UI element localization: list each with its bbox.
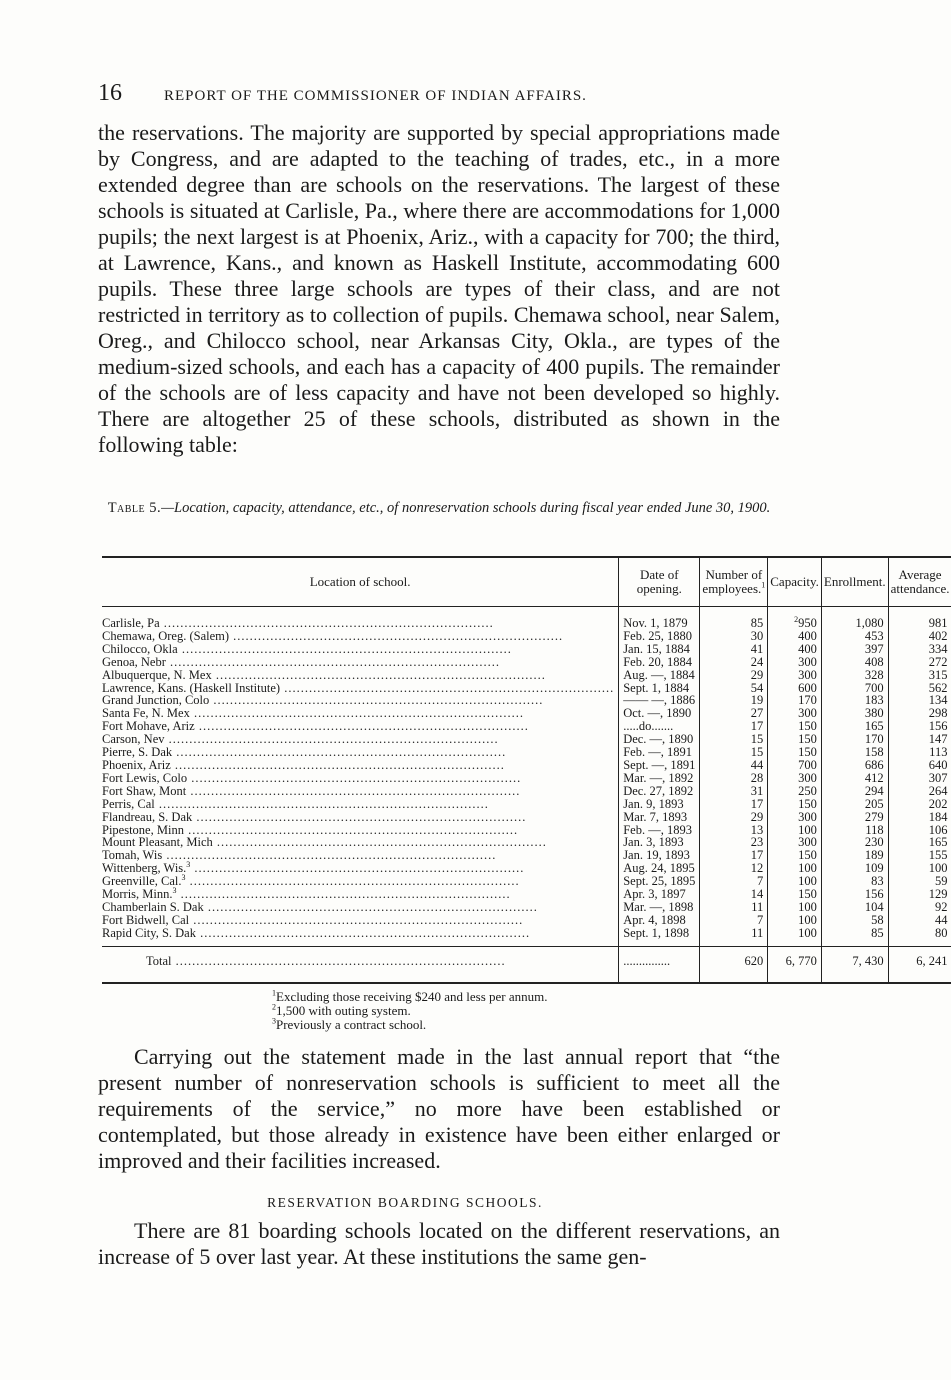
cell-date: Sept. —, 1891 <box>619 759 700 772</box>
capacity-value: 150 <box>798 745 817 760</box>
cell-employees: 85 <box>700 607 768 630</box>
location-name: Fort Shaw, Mont <box>102 783 187 798</box>
location-name: Rapid City, S. Dak <box>102 925 196 940</box>
location-text <box>102 771 521 785</box>
footnote-ref: 2 <box>794 614 799 624</box>
cell-attendance: 640 <box>888 759 951 772</box>
capacity-value: 950 <box>798 616 817 630</box>
capacity-value: 300 <box>798 706 817 721</box>
capacity-value: 250 <box>798 783 817 798</box>
table-body <box>102 607 951 947</box>
cell-attendance: 184 <box>888 811 951 824</box>
cell-enrollment: 686 <box>821 759 888 772</box>
footnote-ref: 1 <box>761 580 766 590</box>
cell-employees: 41 <box>700 643 768 656</box>
cell-enrollment: 294 <box>821 785 888 798</box>
footnote-ref: 3 <box>186 860 191 870</box>
cell-employees: 11 <box>700 927 768 946</box>
location-text <box>102 693 543 707</box>
location-text <box>102 655 500 669</box>
header-employees-label: Number of employees. <box>702 567 763 596</box>
header-location: Location of school. <box>102 557 619 607</box>
cell-employees: 15 <box>700 733 768 746</box>
location-name: Albuquerque, N. Mex <box>102 667 212 682</box>
location-name: Perris, Cal <box>102 796 155 811</box>
capacity-value: 300 <box>798 654 817 669</box>
location-name: Pierre, S. Dak <box>102 745 173 760</box>
table-caption-text: —Location, capacity, attendance, etc., of nonreservation schools during fiscal year ended June 30, 1900. <box>161 500 771 516</box>
cell-employees: 24 <box>700 656 768 669</box>
header-date: Date of opening. <box>619 557 700 607</box>
cell-attendance: 298 <box>888 707 951 720</box>
capacity-value: 600 <box>798 680 817 695</box>
total-label: Total ..... <box>146 954 506 968</box>
cell-date: .....do....... <box>619 720 700 733</box>
capacity-value: 100 <box>798 912 817 927</box>
location-name: Greenville, Cal. <box>102 874 182 889</box>
intro-paragraph: the reservations. The majority are supported by special appropriations made by Congress, and are adapted to the teaching of trades, etc., in a more extended degree than are schools on the reservations. The largest of these schools is situated at Carlisle, Pa., where there are accommodations for 1,000 pupils; the next largest is at Phoenix, Ariz., with a capacity for 700; the third, at Lawrence, Kans., and known as Haskell Institute, accommodating 600 pupils. These three large schools are types of their class, and are not restricted in territory as to collection of pupils. Chemawa school, near Salem, Oreg., and Chilocco school, near Arkansas City, Okla., are types of the medium-sized schools, and each has a capacity of 400 pupils. The remainder of the schools are of less capacity and have not been developed so highly. There are altogether 25 of these schools, distributed as shown in the following table: <box>98 120 780 457</box>
cell-date: Dec. —, 1890 <box>619 733 700 746</box>
total-capacity: 6, 770 <box>768 946 822 982</box>
total-label-cell <box>102 946 619 982</box>
location-name: Wittenberg, Wis. <box>102 861 187 876</box>
cell-attendance: 100 <box>888 862 951 875</box>
capacity-value: 300 <box>798 770 817 785</box>
total-enrollment: 7, 430 <box>821 946 888 982</box>
location-text <box>102 810 526 824</box>
cell-enrollment: 397 <box>821 643 888 656</box>
cell-enrollment: 1,080 <box>821 607 888 630</box>
footnote-1 <box>272 990 548 1004</box>
cell-attendance: 981 <box>888 607 951 630</box>
closing-paragraph: Carrying out the statement made in the last annual report that “the present number of nonreservation schools is sufficient to meet all the requirements of the service,” no more have been established or contemplated, but those already in existence have been either enlarged or improved and their facilities increased. <box>98 1044 780 1173</box>
location-name: Mount Pleasant, Mich <box>102 835 213 850</box>
location-text <box>102 732 499 746</box>
cell-enrollment: 183 <box>821 694 888 707</box>
capacity-value: 150 <box>798 848 817 863</box>
cell-employees: 29 <box>700 811 768 824</box>
cell-attendance: 165 <box>888 836 951 849</box>
cell-employees: 23 <box>700 836 768 849</box>
cell-enrollment: 412 <box>821 772 888 785</box>
location-text <box>102 784 520 798</box>
location-name: Lawrence, Kans. (Haskell Institute) <box>102 680 281 695</box>
cell-attendance: 80 <box>888 927 951 946</box>
cell-employees: 7 <box>700 875 768 888</box>
cell-enrollment: 109 <box>821 862 888 875</box>
page-header <box>98 80 708 107</box>
location-name: Morris, Minn. <box>102 887 173 902</box>
cell-attendance: 264 <box>888 785 951 798</box>
cell-attendance: 59 <box>888 875 951 888</box>
location-text <box>102 642 512 656</box>
cell-enrollment: 230 <box>821 836 888 849</box>
cell-employees: 28 <box>700 772 768 785</box>
location-name: Fort Bidwell, Cal <box>102 912 190 927</box>
cell-employees: 54 <box>700 682 768 695</box>
table-row <box>102 927 951 946</box>
table-caption <box>100 500 778 517</box>
cell-employees: 12 <box>700 862 768 875</box>
location-text <box>102 668 546 682</box>
location-text <box>102 887 511 901</box>
capacity-value: 100 <box>798 925 817 940</box>
cell-enrollment: 158 <box>821 746 888 759</box>
cell-enrollment: 189 <box>821 849 888 862</box>
table-header-row <box>102 557 951 607</box>
cell-attendance: 92 <box>888 901 951 914</box>
location-name: Chamberlain S. Dak <box>102 899 204 914</box>
table-total-row <box>102 946 951 982</box>
footnote-ref: 3 <box>181 872 186 882</box>
cell-date: Jan. 15, 1884 <box>619 643 700 656</box>
cell-employees: 44 <box>700 759 768 772</box>
cell-enrollment: 170 <box>821 733 888 746</box>
cell-attendance: 147 <box>888 733 951 746</box>
cell-attendance: 113 <box>888 746 951 759</box>
cell-date: Oct. —, 1890 <box>619 707 700 720</box>
capacity-value: 150 <box>798 732 817 747</box>
cell-enrollment: 453 <box>821 630 888 643</box>
header-capacity: Capacity. <box>768 557 822 607</box>
cell-enrollment: 328 <box>821 669 888 682</box>
cell-date: Nov. 1, 1879 <box>619 607 700 630</box>
cell-employees: 15 <box>700 746 768 759</box>
location-text <box>102 629 563 643</box>
cell-attendance: 202 <box>888 798 951 811</box>
cell-date: —— —, 1886 <box>619 694 700 707</box>
cell-employees: 7 <box>700 914 768 927</box>
cell-date: Mar. —, 1898 <box>619 901 700 914</box>
total-attendance: 6, 241 <box>888 946 951 982</box>
location-text <box>102 706 524 720</box>
capacity-value: 400 <box>798 628 817 643</box>
header-enrollment: Enrollment. <box>821 557 888 607</box>
location-name: Santa Fe, N. Mex <box>102 706 190 721</box>
footnote-text: Excluding those receiving $240 and less per annum. <box>276 989 548 1004</box>
cell-capacity <box>768 927 822 946</box>
location-name: Grand Junction, Colo <box>102 693 210 708</box>
location-name: Carlisle, Pa <box>102 616 160 630</box>
total-date: ............... <box>619 946 700 982</box>
capacity-value: 700 <box>798 757 817 772</box>
capacity-value: 400 <box>798 641 817 656</box>
cell-employees: 11 <box>700 901 768 914</box>
location-text <box>102 823 518 837</box>
location-text <box>102 926 530 940</box>
cell-attendance: 44 <box>888 914 951 927</box>
cell-date: Feb. —, 1891 <box>619 746 700 759</box>
location-name: Fort Mohave, Ariz <box>102 719 195 734</box>
cell-date: Mar. 7, 1893 <box>619 811 700 824</box>
cell-date: Sept. 1, 1884 <box>619 682 700 695</box>
cell-employees: 30 <box>700 630 768 643</box>
footnote-mark: 3 <box>272 1016 276 1026</box>
cell-attendance: 562 <box>888 682 951 695</box>
cell-date: Feb. —, 1893 <box>619 824 700 837</box>
capacity-value: 150 <box>798 796 817 811</box>
cell-date: Mar. —, 1892 <box>619 772 700 785</box>
cell-employees: 29 <box>700 669 768 682</box>
location-name: Chemawa, Oreg. (Salem) <box>102 628 230 643</box>
cell-attendance: 129 <box>888 888 951 901</box>
table-row <box>102 607 951 630</box>
cell-attendance: 402 <box>888 630 951 643</box>
schools-table <box>102 556 951 984</box>
cell-employees: 13 <box>700 824 768 837</box>
cell-date: Aug. 24, 1895 <box>619 862 700 875</box>
cell-attendance: 156 <box>888 720 951 733</box>
footnote-text: Previously a contract school. <box>276 1017 427 1032</box>
cell-employees: 19 <box>700 694 768 707</box>
cell-date: Sept. 25, 1895 <box>619 875 700 888</box>
capacity-value: 100 <box>798 874 817 889</box>
capacity-value: 100 <box>798 822 817 837</box>
page-number: 16 <box>98 80 122 106</box>
cell-enrollment: 408 <box>821 656 888 669</box>
cell-enrollment: 58 <box>821 914 888 927</box>
header-attendance: Average attendance. <box>888 557 951 607</box>
location-text <box>102 719 529 733</box>
location-name: Pipestone, Minn <box>102 822 184 837</box>
cell-employees: 17 <box>700 720 768 733</box>
cell-attendance: 155 <box>888 849 951 862</box>
location-name: Chilocco, Okla <box>102 641 178 656</box>
cell-enrollment: 700 <box>821 682 888 695</box>
cell-attendance: 315 <box>888 669 951 682</box>
cell-employees: 17 <box>700 798 768 811</box>
cell-enrollment: 83 <box>821 875 888 888</box>
location-text <box>102 758 505 772</box>
cell-date: Dec. 27, 1892 <box>619 785 700 798</box>
cell-attendance: 106 <box>888 824 951 837</box>
section-paragraph: There are 81 boarding schools located on the different reservations, an increase of 5 over last year. At these institutions the same gen- <box>98 1218 780 1269</box>
footnote-mark: 1 <box>272 988 276 998</box>
location-name: Phoenix, Ariz <box>102 757 171 772</box>
capacity-value: 170 <box>798 693 817 708</box>
cell-capacity <box>768 607 822 630</box>
cell-location <box>102 607 619 630</box>
capacity-value: 300 <box>798 809 817 824</box>
footnote-text: 1,500 with outing system. <box>276 1003 411 1018</box>
location-name: Flandreau, S. Dak <box>102 809 193 824</box>
cell-date: Feb. 25, 1880 <box>619 630 700 643</box>
cell-date: Apr. 4, 1898 <box>619 914 700 927</box>
cell-attendance: 134 <box>888 694 951 707</box>
cell-employees: 27 <box>700 707 768 720</box>
cell-enrollment: 380 <box>821 707 888 720</box>
capacity-value: 300 <box>798 835 817 850</box>
capacity-value: 100 <box>798 861 817 876</box>
cell-enrollment: 156 <box>821 888 888 901</box>
capacity-value: 300 <box>798 667 817 682</box>
section-heading: RESERVATION BOARDING SCHOOLS. <box>267 1195 543 1210</box>
capacity-value: 150 <box>798 887 817 902</box>
cell-date: Jan. 9, 1893 <box>619 798 700 811</box>
cell-date: Aug. —, 1884 <box>619 669 700 682</box>
cell-location <box>102 927 619 946</box>
capacity-value: 100 <box>798 899 817 914</box>
cell-date: Apr. 3, 1897 <box>619 888 700 901</box>
header-employees <box>700 557 768 607</box>
cell-enrollment: 85 <box>821 927 888 946</box>
running-head: REPORT OF THE COMMISSIONER OF INDIAN AFFAIRS. <box>164 88 587 104</box>
location-text <box>102 913 523 927</box>
location-name: Fort Lewis, Colo <box>102 770 188 785</box>
footnote-mark: 2 <box>272 1002 276 1012</box>
cell-date: Sept. 1, 1898 <box>619 927 700 946</box>
total-employees: 620 <box>700 946 768 982</box>
cell-date: Feb. 20, 1884 <box>619 656 700 669</box>
cell-employees: 31 <box>700 785 768 798</box>
cell-date: Jan. 3, 1893 <box>619 836 700 849</box>
table-footnotes <box>272 990 548 1032</box>
cell-enrollment: 279 <box>821 811 888 824</box>
footnote-3 <box>272 1018 548 1032</box>
location-name: Carson, Nev <box>102 732 165 747</box>
location-text <box>102 745 506 759</box>
location-text <box>102 835 547 849</box>
location-text <box>102 797 489 811</box>
footnote-2 <box>272 1004 548 1018</box>
cell-attendance: 272 <box>888 656 951 669</box>
cell-enrollment: 205 <box>821 798 888 811</box>
location-name: Genoa, Nebr <box>102 654 166 669</box>
table-caption-label: Table 5. <box>107 500 162 516</box>
cell-attendance: 334 <box>888 643 951 656</box>
footnote-ref: 3 <box>172 885 177 895</box>
capacity-value: 150 <box>798 719 817 734</box>
location-text <box>102 616 494 630</box>
location-text <box>102 681 614 695</box>
location-name: Tomah, Wis <box>102 848 163 863</box>
cell-employees: 14 <box>700 888 768 901</box>
cell-employees: 17 <box>700 849 768 862</box>
cell-enrollment: 118 <box>821 824 888 837</box>
location-text <box>102 900 538 914</box>
cell-attendance: 307 <box>888 772 951 785</box>
cell-enrollment: 104 <box>821 901 888 914</box>
cell-date: Jan. 19, 1893 <box>619 849 700 862</box>
cell-enrollment: 165 <box>821 720 888 733</box>
